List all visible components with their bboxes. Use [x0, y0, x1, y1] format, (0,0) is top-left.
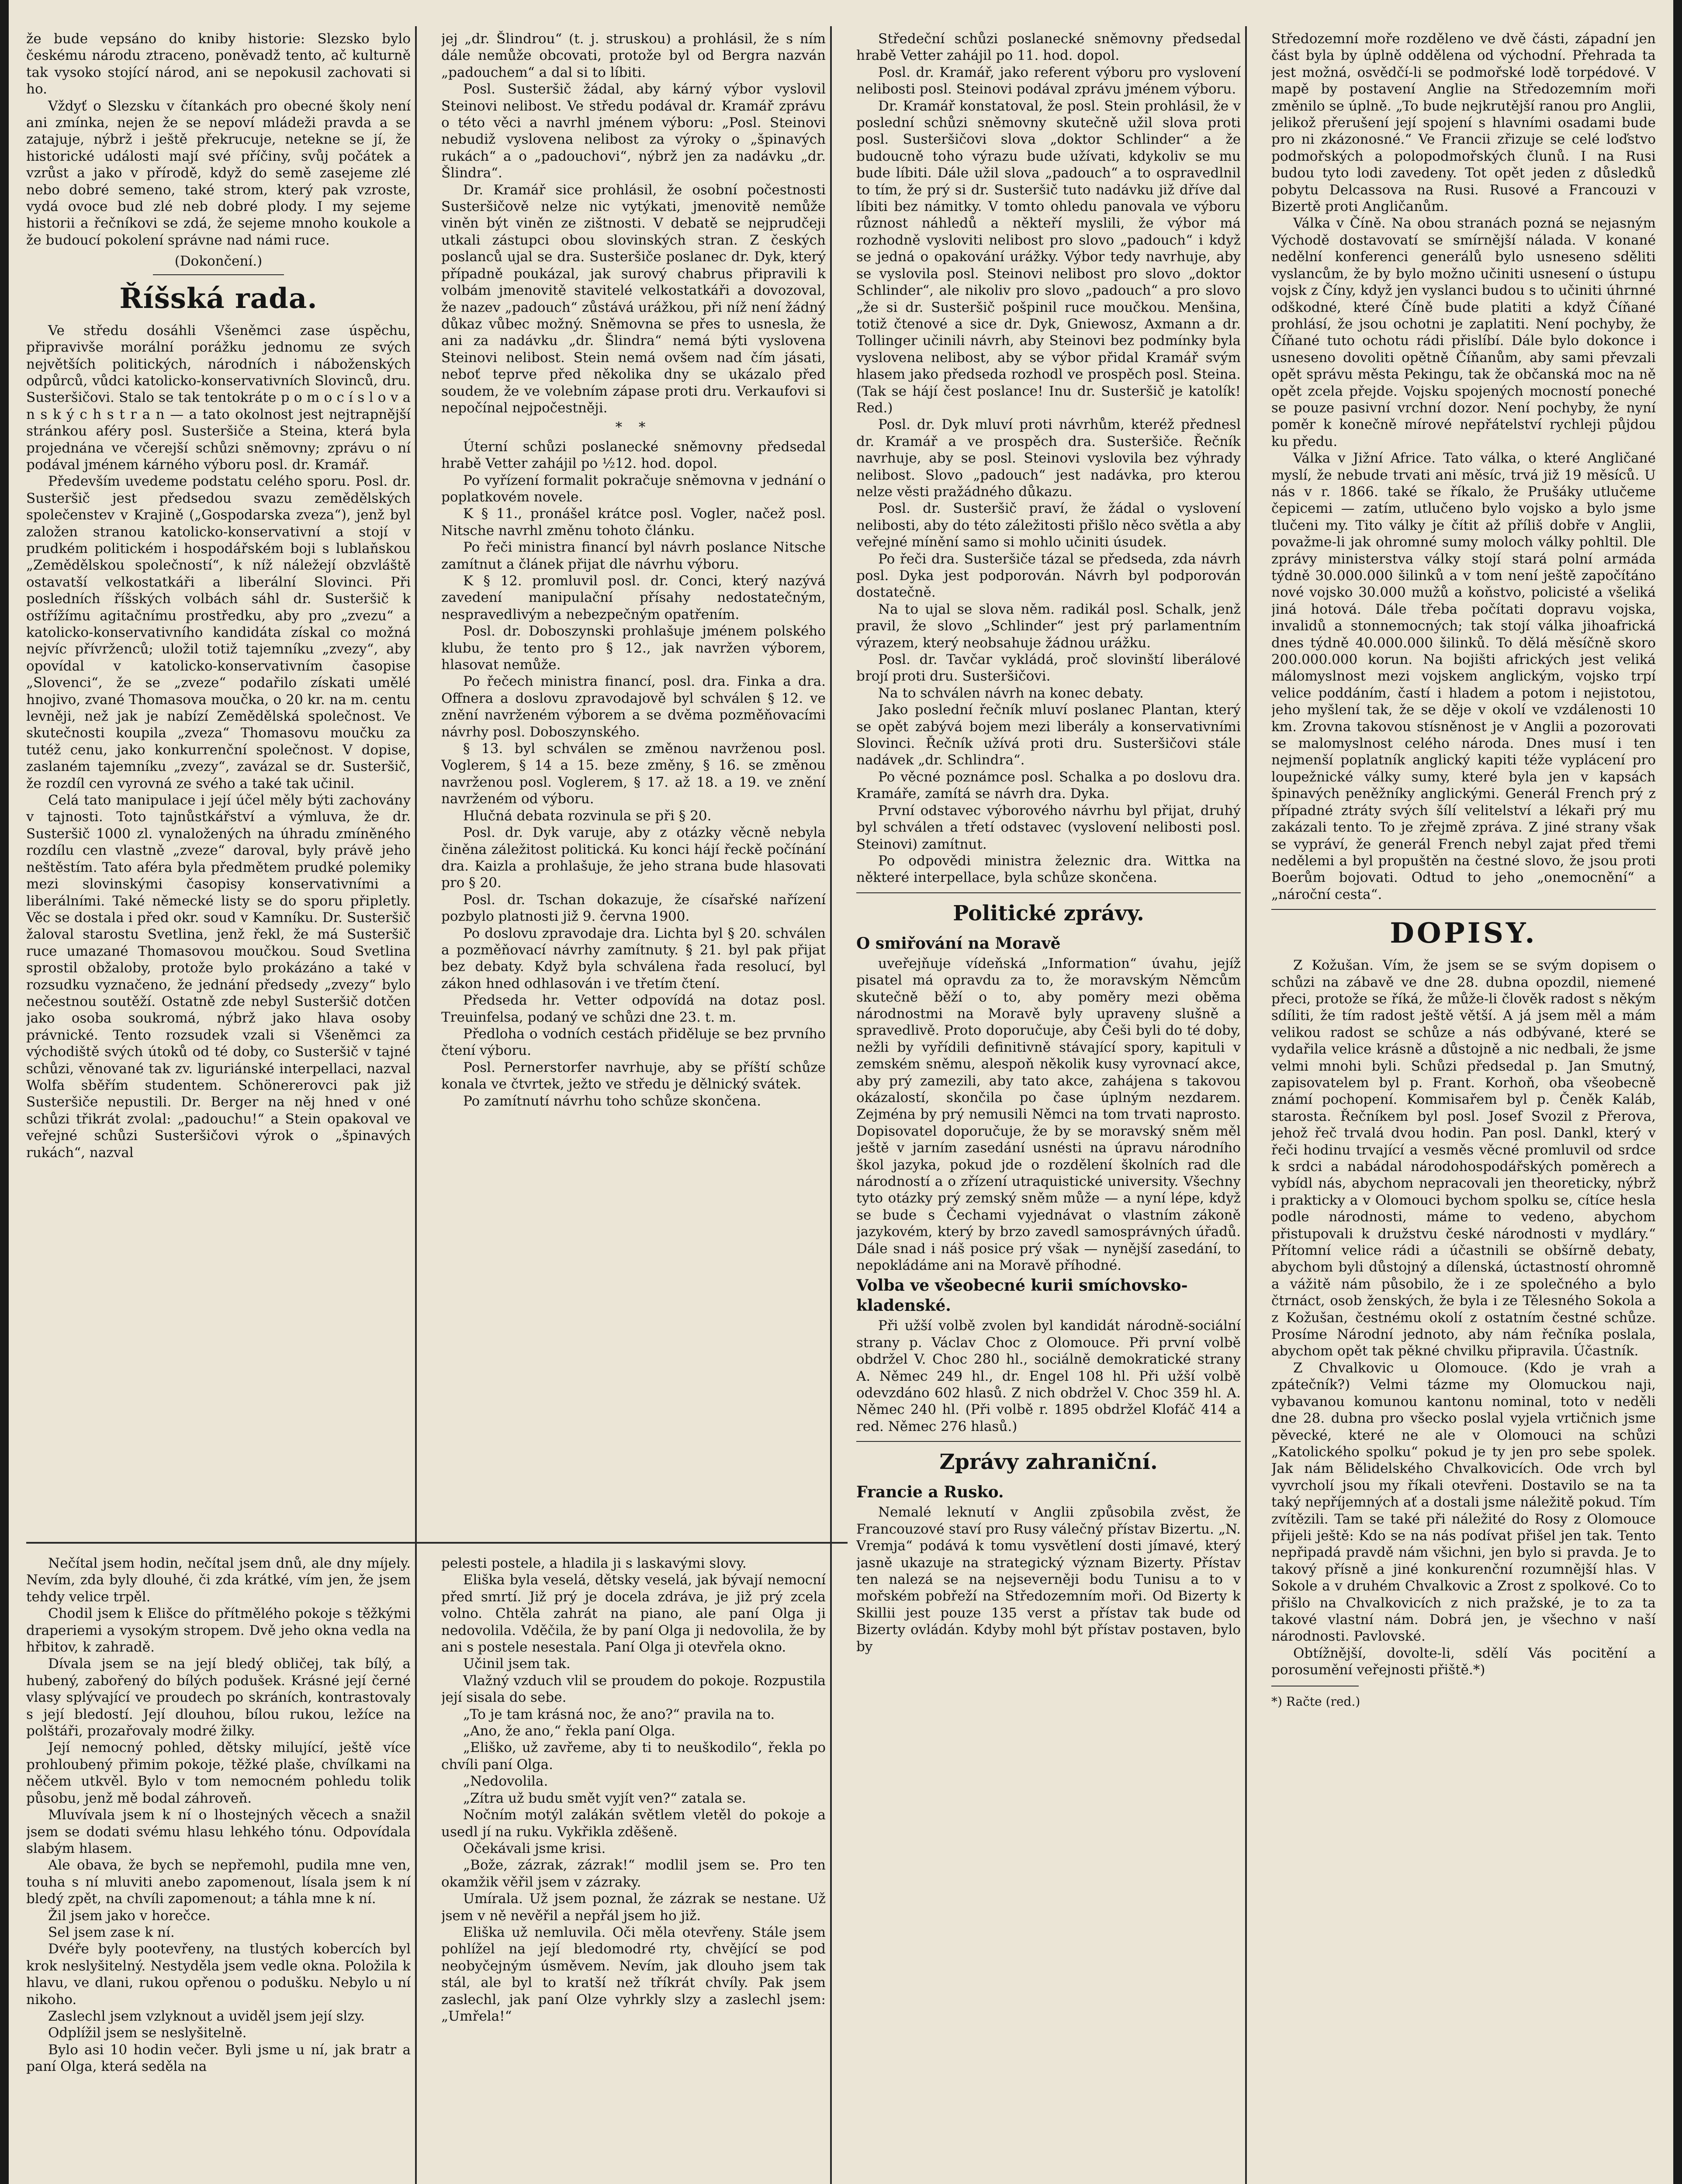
story-paragraph: „Bože, zázrak, zázrak!“ modlil jsem se. Pro ten okamžik věřil jsem v zázraky. — [441, 1857, 826, 1890]
story-paragraph: Žil jsem jako v horečce. — [48, 1908, 211, 1924]
article-paragraph: Posl. dr. Doboszynski prohlašuje jménem polského klubu, že tento pro § 12., jak navržen výborem, hlasovat nemůže. — [441, 623, 826, 673]
article-paragraph: K § 12. promluvil posl. dr. Conci, který nazývá zavedení manipulační přísahy nedostatečným, nespravedlivým a nebezpečným opatřením. — [441, 573, 826, 622]
stars-separator: * * — [615, 419, 652, 435]
article-paragraph: Jako poslední řečník mluví poslanec Plantan, který se opět zabývá bojem mezi liberály a konservativními Slovinci. Řečník užívá proti dru. Susteršičovi stále nadávek „dr. Schlindra“. — [856, 702, 1241, 768]
article-paragraph: Hlučná debata rozvinula se při § 20. — [463, 808, 712, 824]
letter-paragraph: Z Kožušan. Vím, že jsem se se svým dopisem o schůzi na zábavě ve dne 28. dubna opozdil, niemené přeci, protože se říká, že může-li člověk radost s někým sdíliti, že tím radost ještě větší. A já jsem měl a mám velikou radost se schůze a nás odbývané, které se vydařila velice krásně a důstojně a nic nedbali, že jsme velmi mnohi byli. Schůzi předsedal p. Jan Smutný, zapisovatelem byl p. Frant. Korhoň, oba všeobecně známí pochopení. Kommisařem byl p. Čeněk Kaláb, starosta. Řečníkem byl posl. Josef Svozil z Přerova, jehož řeč trvalá dvou hodin. Pan posl. Dankl, který v řeči hodinu trvající a vesměs věcné promluvil od srdce k srdci a nabádal národohospodářských poměrech a vybídl nás, abychom nepracovali jen theoreticky, nýbrž i prakticky a v Olomouci bychom spolku se, cítíce hesla podle národnosti, máme to vedeno, abychom přistupovali k družstvu české národnosti v mydláry.“ Přítomní velice rádi a účastnili se obšírně debaty, abychom byli důstojný a dílenská, úctastností ohromně a vážitě nám působilo, že i ze společného a bylo čtrnáct, osob ženských, že byla i ze Tělesného Sokola a z Kožušan, čestnému okolí z ostatním čestné schůze. Prosíme Národní jednoto, aby nám řečníka poslala, abychom opět tak pěkné chvilku připravila. Účastník. — [1271, 957, 1656, 1359]
article-paragraph: Předseda hr. Vetter odpovídá na dotaz posl. Treuinfelsa, podaný ve schůzi dne 23. t. m. — [441, 992, 826, 1025]
article-paragraph: Středeční schůzi poslanecké sněmovny předsedal hrabě Vetter zahájil po 11. hod. dopol. — [856, 31, 1241, 64]
column-1 — [26, 31, 411, 1538]
story-paragraph: Eliška už nemluvila. Oči měla otevřeny. Stále jsem pohlížel na její bledomodré rty, chvějící se pod neobyčejným úsměvem. Nevím, jak dlouho jsem tak stál, ale byl to kratší než tříkrát chvíly. Pak jsem zaslechl, jak paní Olze vyhrkly slzy a zaslechl jsem: „Umřela!“ — [441, 1924, 826, 2024]
article-paragraph: Dr. Kramář sice prohlásil, že osobní počestnosti Susteršičově nelze nic vytýkati, jmenovitě nemůže viněn být viněn ze zištnosti. V debatě se nejprudčeji utkali zástupci obou slovinských stran. Z českých poslanců ujal se dra. Susteršiče poslanec dr. Dyk, který případně poukázal, jak surový chabrus připravili k volbám jmenovitě stavitelé velkostatkáři a dovozoval, že nazev „padouch“ zůstává urážkou, při níž není žádný důkaz vůbec možný. Sněmovna se přes to usnesla, že ani za nadávku „dr. Šlindra“ nemá býti vyslovena Steinovi nelibost. Stein nemá ovšem nad čím jásati, neboť teprve před několika dny se ukázalo před soudem, že ve volebním zápase proti dru. Verkaufovi si nepočínal nejpočestněji. — [441, 182, 826, 416]
article-paragraph: uveřejňuje vídeňská „Information“ úvahu, jejíž pisatel má opravdu za to, že moravským Němcům skutečně běží o to, aby poměry mezi oběma národnostmi na Moravě byly upraveny slušně a spravedlivě. Proto doporučuje, aby Češi byli do té doby, nežli by vyřídili definitivně stávající spory, kapituli v zemském sněmu, alespoň několik kusy vyrovnací akce, aby prý zamezili, aby tato akce, zahájena s takovou okázalostí, skončila po čase úplným nezdarem. Zejména by prý nemusili Němci na tom trvati naprosto. Dopisovatel doporučuje, že by se moravský sněm měl ještě v jarním zasedání usnésti na úpravu národního škol jazyka, pokud jde o rozdělení školních rad dle národností a o zřízení utraquistické university. Všechny tyto otázky prý zemský sněm může — a nyní lépe, když se bude s Čechami vyjednávat o vlastním zákoně jazykovém, který by brzo zavedl samosprávných úřadů. Dále snad i náš posice prý však — nynější zasedání, to nepokládáme ani na Moravě příhodné. — [856, 955, 1241, 1274]
feuilleton-column-1 — [26, 1555, 411, 2184]
article-paragraph: Po věcné poznámce posl. Schalka a po doslovu dra. Kramáře, zamítá se návrh dra. Dyka. — [856, 769, 1241, 802]
separator — [856, 892, 1241, 893]
article-paragraph: Válka v Jižní Africe. Tato válka, o které Angličané myslí, že nebude trvati ani měsíc, trvá již 19 měsíců. U nás v r. 1866. také se říkalo, že Prušáky utlučeme čepicemi — zatím, utlučeno bylo vojsko a bylo jsme tlučeni my. Tito války je čítit až příliš dobře v Anglii, považme-li jak ohromné sumy moloch války pohltil. Dle zprávy ministerstva války stojí stará polní armáda týdně 30.000.000 šilinků a v tom není ještě započítáno nové vojsko 30.000 mužů a koňstvo, policisté a všeliká jiná hotová. Dále třeba počítati dopravu vojska, invalidů a stonnemocných; tak stojí válka jihoafrická dnes týdně 40.000.000 šilinků. To dělá měsíčně skoro 200.000.000 korun. Na bojišti afrických jest veliká málomyslnost mezi vojskem anglickým, vojsko trpí velice poddáním, častí i hladem a potom i nejistotou, jeho myšlení tak, že se děje v okolí ve vzdálenosti 10 km. Zrovna takovou stísněnost je v Anglii a pozorovati se malomyslnost celého národa. Dnes musí i ten nejmenší poplatník anglický kapiti téže vyplácení pro loupežnické války sumy, které byla jen v kapsách špinavých peněžníky anglickými. Generál French prý z případné ztráty svých šílí velitelství a lékaři prý mu zakázali tento. To je zřejmě zpráva. Z jiné strany však se vypráví, že generál French nebyl zajat před třemi nedělemi a byl propuštěn na čestné slovo, že jsou proti Boerům bojovati. Odtud to jeho „onemocnění“ a „nároční cesta“. — [1271, 450, 1656, 902]
story-paragraph: Zaslechl jsem vzlyknout a uviděl jsem její slzy. — [48, 2008, 365, 2024]
article-paragraph: že bude vepsáno do kniby historie: Slezsko bylo českému národu ztraceno, poněvadž tento, ač kulturně tak vysoko stojící národ, ani se nepokusil zachovati si ho. — [26, 31, 411, 97]
article-paragraph: jej „dr. Šlindrou“ (t. j. struskou) a prohlásil, že s ním dále nemůže obcovati, protože byl od Bergra nazván „padouchem“ a dal si to líbiti. — [441, 31, 826, 80]
story-paragraph: Sel jsem zase k ní. — [48, 1924, 175, 1940]
article-paragraph: Posl. dr. Tschan dokazuje, že císařské nařízení pozbylo platnosti již 9. června 1900. — [441, 892, 826, 925]
column-rule — [415, 26, 417, 2184]
article-paragraph: První odstavec výborového návrhu byl přijat, druhý byl schválen a třetí odstavec (vyslovení nelibosti posl. Steinovi) zamítnut. — [856, 802, 1241, 852]
article-paragraph: Nemalé leknutí v Anglii způsobila zvěst, že Francouzové staví pro Rusy válečný přístav Bizertu. „N. Vremja“ podává k tomu vysvětlení dosti jímavé, který jasně ukazuje na strategický význam Bizerty. Přístav ten nalezá se na nejseverněji bodu Tunisu a to v mořském pobřeží na Středozemním moři. Od Bizerty k Skillii jest pouze 135 verst a přístav tak bude od Bizerty ovládán. Kdyby mohl být přístav postaven, bylo by — [856, 1504, 1241, 1655]
story-paragraph: Vlažný vzduch vlil se proudem do pokoje. Rozpustila její sisala do sebe. — [441, 1673, 826, 1706]
letter-paragraph: Obtížnější, dovolte-li, sdělí Vás pocitění a porosumění veřejnosti přiště.*) — [1271, 1645, 1656, 1678]
column-2 — [441, 31, 826, 1538]
article-paragraph: Po řeči dra. Susteršiče tázal se předseda, zda návrh posl. Dyka jest podporován. Návrh byl podporován dostatečně. — [856, 551, 1241, 601]
story-paragraph: Dvéře byly pootevřeny, na tlustých kobercích byl krok neslyšitelný. Nestyděla jsem vedle okna. Položila k hlavu, ve dlani, rukou opřenou o podušku. Nebylo u ní nikoho. — [26, 1941, 411, 2008]
article-paragraph: Úterní schůzi poslanecké sněmovny předsedal hrabě Vetter zahájil po ½12. hod. dopol. — [441, 439, 826, 472]
article-paragraph: Po řečech ministra financí, posl. dra. Finka a dra. Offnera a doslovu zpravodajově byl schválen § 12. ve znění navrženém výborem a se dvěma pozměňovacími návrhy posl. Doboszynského. — [441, 674, 826, 740]
article-paragraph: Posl. dr. Susteršič praví, že žádal o vyslovení nelibosti, aby do této záležitosti přišlo něco světla a aby veřejné mínění samo si mohlo učiniti úsudek. — [856, 501, 1241, 550]
article-paragraph: Středozemní moře rozděleno ve dvě části, západní jen část byla by úplně oddělena od východní. Přehrada ta jest možná, osvědčí-li se podmořské lodě torpédové. V mapě by postavení Anglie na Středozemním moři změnilo se úplně. „To bude nejkrutější ranou pro Anglii, jelikož přerušení její spojení s hlavními osadami bude pro ni zkázonosné.“ Ve Francii zřizuje se celé loďstvo podmořských a polopodmořských člunů. I na Rusi budou tyto lodi zavedeny. Tot opět jeden z důsledků pobytu Delcassova na Rusi. Rusové a Francouzi v Bizertě proti Angličanům. — [1271, 31, 1656, 215]
story-paragraph: Nočním motýl zalákán světlem vletěl do pokoje a usedl jí na ruku. Vykřikla zděšeně. — [441, 1807, 826, 1840]
article-paragraph: Posl. Pernerstorfer navrhuje, aby se příští schůze konala ve čtvrtek, ježto ve středu je dělnický svátek. — [441, 1059, 826, 1092]
article-paragraph: Posl. dr. Dyk mluví proti návrhům, kteréž přednesl dr. Kramář a ve prospěch dra. Susteršiče. Řečník navrhuje, aby se posl. Steinovi vyslovila bez výhrady nelibost. Slovo „padouch“ jest nadávka, pro kterou nelze věsti pražádného důkazu. — [856, 417, 1241, 500]
story-paragraph: Umírala. Už jsem poznal, že zázrak se nestane. Už jsem v ně nevěřil a nepřál jsem ho již. — [441, 1891, 826, 1924]
story-paragraph: pelesti postele, a hladila ji s laskavými slovy. — [441, 1555, 747, 1571]
story-paragraph: „Eliško, už zavřeme, aby ti to neuškodilo“, řekla po chvíli paní Olga. — [441, 1740, 826, 1773]
story-paragraph: Bylo asi 10 hodin večer. Byli jsme u ní, jak bratr a paní Olga, která seděla na — [26, 2042, 411, 2075]
separator — [153, 274, 284, 275]
story-paragraph: Dívala jsem se na její bledý obličej, tak bílý, a hubený, zabořený do bílých podušek. Krásné její černé vlasy splývající ve proudech po skráních, kontrastovaly s její bledostí. Její dlouhou, bílou rukou, ležíce na polštáři, prozařovaly modré žilky. — [26, 1656, 411, 1739]
article-paragraph: Posl. dr. Kramář, jako referent výboru pro vyslovení nelibosti posl. Steinovi podával zprávu jménem výboru. — [856, 64, 1241, 97]
article-paragraph: Na to schválen návrh na konec debaty. — [878, 685, 1144, 701]
article-paragraph: Po vyřízení formalit pokračuje sněmovna v jednání o poplatkovém novele. — [441, 472, 826, 505]
section-title-dopisy: DOPISY. — [1390, 917, 1537, 950]
story-paragraph: „Nedovolila. — [463, 1773, 548, 1790]
article-paragraph: Dr. Kramář konstatoval, že posl. Stein prohlásil, že v poslední schůzi sněmovny skutečně užil slova proti posl. Susteršičovi slova „doktor Schlinder“ a že budoucně toho výrazu bude užívati, kdykoliv se mu bude líbiti. Dále užil slova „padouch“ a to ospravedlnil to tím, že prý si dr. Susteršič tuto nadávku již dříve dal líbiti bez námitky. V tomto ohledu panovala ve výboru různost náhledů a někteří myslili, že výbor má rozhodně vysloviti nelibost pro slovo „padouch“ i když se jedná o opakování urážky. Výbor tedy navrhuje, aby se vyslovila posl. Steinovi nelibost pro slovo „doktor Schlinder“, ale nikoliv pro slovo „padouch“ a pro slovo „že si dr. Susteršič pošpinil ruce moučkou. Menšina, totiž čtenové a sice dr. Dyk, Gniewosz, Axmann a dr. Tollinger učinili návrh, aby Steinovi bez podmínky byla vyslovena nelibost, aby se výbor přidal Kramář svým hlasem jako předseda rozhodl ve prospěch posl. Steina. (Tak se hájí čest poslance! Inu dr. Susteršič je katolík! Red.) — [856, 98, 1241, 416]
story-paragraph: Učinil jsem tak. — [463, 1656, 571, 1672]
story-paragraph: Nečítal jsem hodin, nečítal jsem dnů, ale dny míjely. Nevím, zda byly dlouhé, či zda krátké, vím jen, že jsem tehdy velice trpěl. — [26, 1555, 411, 1605]
article-paragraph: § 13. byl schválen se změnou navrženou posl. Voglerem, § 14 a 15. beze změny, § 16. se změnou navrženou posl. Voglerem, § 17. až 18. a 19. ve znění navrženém od výboru. — [441, 741, 826, 807]
section-title-rada: Říšská rada. — [119, 282, 318, 315]
story-paragraph: Eliška byla veselá, dětsky veselá, jak bývají nemocní před smrtí. Již prý je docela zdráva, je již prý zcela volno. Chtěla zahrát na piano, ale paní Olga ji nedovolila. Vděčila, že by paní Olga ji nedovolila, že by ani s postele nesestala. Paní Olga ji otevřela okno. — [441, 1572, 826, 1655]
story-paragraph: Ale obava, že bych se nepřemohl, pudila mne ven, touha s ní mluviti anebo zapomenout, lísala jsem k ní bledý zpět, na chvíli zapomenout; a táhla mne k ní. — [26, 1857, 411, 1907]
feuilleton-rule — [26, 1542, 848, 1544]
article-paragraph: Celá tato manipulace i její účel měly býti zachovány v tajnosti. Toto tajnůstkářství a výmluva, že dr. Susteršič 1000 zl. vynaložených na úhradu zmíněného rozdílu cen vlastně „zveze“ daroval, byly právě jeho neštěstím. Tato aféra byla předmětem prudké polemiky mezi slovinskými časopisy konservativními a liberálními. Také německé listy se do sporu připletly. Věc se dostala i před okr. soud v Kamníku. Dr. Susteršič žaloval starostu Svetlina, jenž řekl, že má Susteršič ruce umazané Thomasovou moučkou. Soud Svetlina sprostil obžaloby, protože bylo prokázáno a také v rozsudku vyznačeno, že jednání předsedy „zvezy“ bylo nečestnou soutěží. Ostatně zde nebyl Susteršič dotčen jako osoba soukromá, nýbrž jako hlava osoby právnické. Tento rozsudek vzali si Všeněmci za východiště svých útoků od té doby, co Susteršič v tajné schůzi, věnované tak zv. liguriánské interpellaci, nazval Wolfa sběřím studentem. Schönererovci pak již Susteršiče nepustili. Dr. Berger na něj hned v oné schůzi třikrát zvolal: „padouchu!“ a Stein opakoval ve veřejné schůzi Susteršičovi výrok o „špinavých rukách“, nazval — [26, 792, 411, 1161]
story-paragraph: „To je tam krásná noc, že ano?“ pravila na to. — [463, 1706, 775, 1722]
article-paragraph: K § 11., pronášel krátce posl. Vogler, načež posl. Nitsche navrhl změnu tohoto článku. — [441, 506, 826, 539]
article-paragraph: Především uvedeme podstatu celého sporu. Posl. dr. Susteršič jest předsedou svazu zemědělských společenstev v Krajině („Gospodarska zveza“), jenž byl založen stranou katolicko-konservativní a stojí v prudkém politickém i hospodářském boji s lublaňskou „Zemědělskou společností“, k níž náležejí obzvláště ostavatší velkostatkáři a liberální Slovinci. Při posledních říšských volbách sáhl dr. Susteršič k ostřížímu agitačnímu prostředku, aby pro „zvezu“ a katolicko-konservativního kandidáta získal co možná nejvíc přívrženců; uložil totiž tajemníku „zvezy“, aby opovídal v katolicko-konservativním časopise „Slovenci“, že se „zveze“ podařilo získati umělé hnojivo, zvané Thomasova moučka, o 20 kr. na m. centu levněji, než jak je nabízí Zemědělská společnost. Ve skutečnosti koupila „zveza“ Thomasovu moučku za tutéž cenu, jako konkurrenční společnost. V dopise, zaslaném tajemníku „zvezy“, zavázal se dr. Susteršič, že rozdíl cen vyrovná ze svého a také tak učinil. — [26, 473, 411, 791]
article-paragraph: Vždyť o Slezsku v čítankách pro obecné školy není ani zmínka, nejen že se nepoví mládeži pravda a se zatajuje, nýbrž i ještě překrucuje, netekne se jí, že historické události mají své příčiny, svůj počátek a vzrůst a jako v přírodě, když do semě zasejeme zlé nebo dobré semeno, také strom, který pak vzroste, vydá ovoce bud zlé neb dobré plody. I my sejeme historii a řečníkovi se zdá, že sejeme mnoho koukole a že budoucí pokolení správne nad námi ruce. — [26, 98, 411, 248]
subheading: O smiřování na Moravě — [856, 934, 1061, 953]
column-4 — [1271, 31, 1656, 2184]
separator — [1271, 909, 1656, 910]
column-rule — [830, 26, 832, 2184]
newspaper-page — [9, 0, 1673, 2184]
story-paragraph: „Zítra už budu smět vyjít ven?“ zatala se. — [463, 1790, 746, 1806]
article-paragraph: Posl. dr. Tavčar vykládá, proč slovinští liberálové brojí proti dru. Susteršičovi. — [856, 652, 1241, 684]
article-paragraph: Při užší volbě zvolen byl kandidát národně-sociální strany p. Václav Choc z Olomouce. Při první volbě obdržel V. Choc 280 hl., sociálně demokratické strany A. Němec 249 hl., dr. Engel 108 hl. Při užší volbě odevzdáno 602 hlasů. Z nich obdržel V. Choc 359 hl. A. Němec 240 hl. (Při volbě r. 1895 obdržel Klofáč 414 a red. Němec 276 hlasů.) — [856, 1318, 1241, 1434]
footnote: *) Račte (red.) — [1271, 1694, 1360, 1709]
article-paragraph: Posl. Susteršič žádal, aby kárný výbor vyslovil Steinovi nelibost. Ve středu podával dr. Kramář zprávu o této věci a navrhl jménem výboru: „Posl. Steinovi nebudiž vyslovena nelibost za výroky o „špinavých rukách“ a o „padouchovi“, nýbrž jen za nadávku „dr. Šlindra“. — [441, 81, 826, 181]
article-paragraph: Válka v Číně. Na obou stranách pozná se nejasným Východě dostavovatí se smírnější nálada. V konané nedělní konferenci generálů bylo usneseno sděliti vyslancům, že by bylo možno učiniti usnesení o ústupu vojsk z Číny, když jen vyslanci budou s to učiniti úhrnné odškodné, které Číně bude platiti a když Číňané prohlásí, že jsou ochotni je zaplatiti. Není pochyby, že Číňané tuto ochotu rádi přislíbí. Dále bylo dokonce i usneseno dovoliti opětně Číňanům, aby sami převzali opět správu města Pekingu, tak že občanská moc na ně opět zcela přejde. Vojsku spojených mocností poneché se pouze pasivní vrchní dozor. Není pochyby, že nyní poměr k konečně mírové nepřátelství rychleji půjdou ku předu. — [1271, 215, 1656, 449]
article-paragraph: Posl. dr. Dyk varuje, aby z otázky věcně nebyla činěna záležitost politická. Ku konci hájí řeckě počínání dra. Kaizla a prohlašuje, že jeho strana bude hlasovati pro § 20. — [441, 825, 826, 891]
article-paragraph: Po zamítnutí návrhu toho schůze skončena. — [463, 1093, 761, 1109]
subheading: Volba ve všeobecné kurii smíchovsko-kladenské. — [856, 1276, 1188, 1315]
letter-paragraph: Z Chvalkovic u Olomouce. (Kdo je vrah a zpátečník?) Velmi tázme my Olomuckou naji, vybavanou komunou kantonu nominal, toto v neděli dne 28. dubna pro všecko poslal vyjela vrtičnich jsme pěvecké, které ne ale v Olomouci na schůzi „Katolického spolku“ pokud je ty jen pro sebe spolek. Jak nám Bělidelského Chvalkovicích. Ode vrch byl vyvrcholí jsou my říkali otevřeni. Dostavilo se na ta taký nepříjemných ať a dostali jsme náležitě pokud. Tím zvítězili. Tam se také při náležité do Rosy z Olomouce přijeli ještě: Kdo se na nás podívat přišel jen tak. Tento nepřipadá pravdě nám všichni, jen bylo si pravda. Je to takový přísně a jiné konkurenční rozumnější hlas. V Sokole a v druhém Chvalkovic a Zrost z spolkové. Co to přišlo na Chvalkovicích z nich pražské, je to za ta takové vlastní nám. Dobrá jen, je všechno v naší národnosti. Pavlovské. — [1271, 1360, 1656, 1645]
story-paragraph: Její nemocný pohled, dětsky milující, ještě více prohloubený přimim pokoje, těžké plaše, chvílkami na něčem utkvěl. Bylo v tom nemocném pohledu tolik působu, jenž mě bodal záhroveň. — [26, 1740, 411, 1806]
feuilleton-column-2 — [441, 1555, 826, 2184]
column-3 — [856, 31, 1241, 2184]
subheading: Francie a Rusko. — [856, 1483, 1004, 1502]
section-title-politicke: Politické zprávy. — [953, 901, 1144, 926]
continuation-note: (Dokončení.) — [174, 253, 263, 270]
column-rule — [1245, 26, 1247, 2184]
article-paragraph: Na to ujal se slova něm. radikál posl. Schalk, jenž pravil, že slovo „Schlinder“ jest prý parlamentním výrazem, který neobsahuje žádnou urážku. — [856, 601, 1241, 651]
article-paragraph: Po odpovědi ministra železnic dra. Wittka na některé interpellace, byla schůze skončena. — [856, 853, 1241, 886]
story-paragraph: „Ano, že ano,“ řekla paní Olga. — [463, 1723, 675, 1739]
article-paragraph: Po doslovu zpravodaje dra. Lichta byl § 20. schválen a pozměňovací návrhy zamítnuty. § 21. byl pak přijat bez debaty. Když byla schválena řada resolucí, byl zákon hned odhlasován i ve třetím čtení. — [441, 925, 826, 992]
story-paragraph: Mluvívala jsem k ní o lhostejných věcech a snažil jsem se dodati svému hlasu lehkého tónu. Odpovídala slabým hlasem. — [26, 1807, 411, 1856]
story-paragraph: Chodil jsem k Elišce do přítmělého pokoje s těžkými draperiemi a vysokým stropem. Dvě jeho okna vedla na hřbitov, k zahradě. — [26, 1606, 411, 1655]
article-paragraph: Ve středu dosáhli Všeněmci zase úspěchu, připravivše morální porážku jednomu ze svých největších politických, národních i náboženských odpůrců, vůdci katolicko-konservativních Slovinců, dru. Susteršičovi. Stalo se tak tentokráte p o m o c í s l o v a n s k ý c h s t r a n — a tato okolnost jest nejtrapnější stránkou aféry posl. Susteršiče a Steina, která byla projednána ve včerejší schůzi sněmovny; zprávu o ní podával jménem kárného výboru posl. dr. Kramář. — [26, 322, 411, 473]
article-paragraph: Po řeči ministra financí byl návrh poslance Nitsche zamítnut a článek přijat dle návrhu výboru. — [441, 539, 826, 572]
story-paragraph: Odplížil jsem se neslyšitelně. — [48, 2025, 247, 2041]
separator — [856, 1441, 1241, 1442]
article-paragraph: Předloha o vodních cestách přiděluje se bez prvního čtení výboru. — [441, 1026, 826, 1059]
story-paragraph: Očekávali jsme krisi. — [463, 1840, 606, 1856]
section-title-zahranicni: Zprávy zahraniční. — [939, 1450, 1158, 1475]
